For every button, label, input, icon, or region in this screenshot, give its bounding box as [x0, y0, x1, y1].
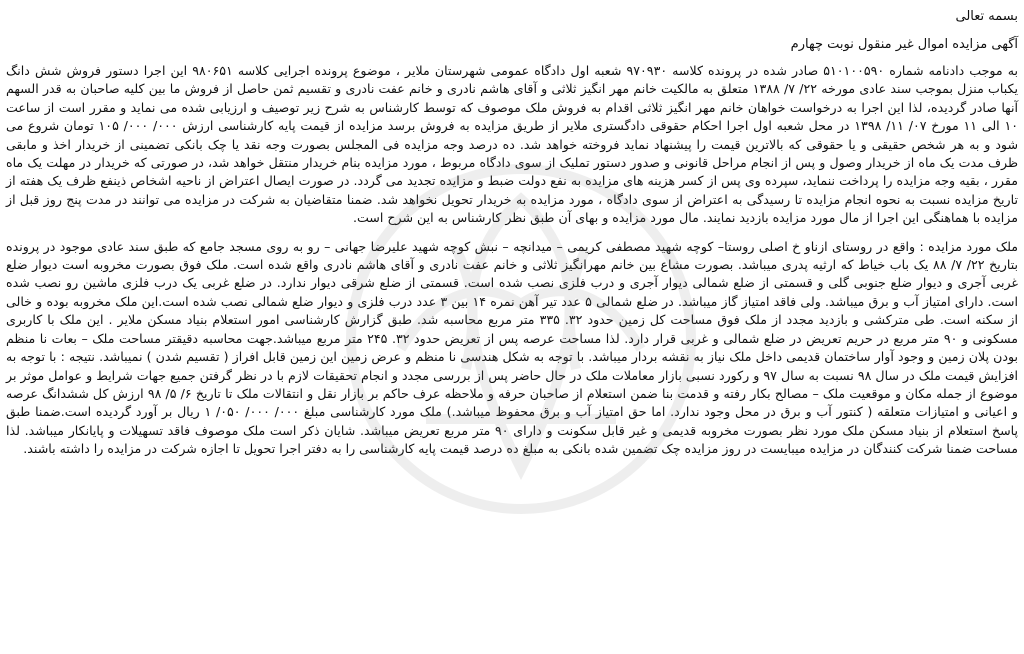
auction-terms-paragraph: به موجب دادنامه شماره ۵۱۰۱۰۰۵۹۰ صادر شده در پرونده کلاسه ۹۷۰۹۳۰ شعبه اول دادگاه عمومی شهرستان ملایر ، موضوع پرونده اجرایی کلاسه ۹۸۰۶۵۱ این اجرا دستور فروش شش دانگ یکباب منزل بموجب سند عادی مورخه ۲۲/ ۷/ ۱۳۸۸ متعلق به مالکیت خانم مهر انگیز ثلاثی و آقای هاشم نادری و خانم عفت نادری و تقسیم ثمن حاصل از فروش ما بین کلیه صاحبان به قدر السهم آنها صادر گردیده، لذا این اجرا به درخواست خواهان خانم مهر انگیز ثلاثی اقدام به فروش ملک موصوف که توسط کارشناس به شرح زیر توصیف و ارزیابی شده می نماید و مقرر است از ساعت ۱۰ الی ۱۱ مورخ ۰۷/ ۱۱/ ۱۳۹۸ در محل شعبه اول اجرا احکام حقوقی دادگستری ملایر از طریق مزایده به فروش برسد مزایده از قیمت پایه کارشناسی ارزش ۰۰۰/ ۰۰۰/ ۱۰۵ تومان شروع می شود و به هر شخص حقیقی و یا حقوقی که بالاترین قیمت را پیشنهاد نماید فروخته خواهد شد. ده درصد وجه مزایده فی المجلس بصورت وجه نقد یا چک بانکی تضمینی از خریدار اخذ و مابقی ظرف مدت یک ماه از خریدار وصول و پس از انجام مراحل قانونی و صدور دستور تملیک از سوی دادگاه مربوط ، مورد مزایده بنام خریدار منتقل خواهد شد، در صورتی که خریدار در مهلت یک ماه مقرر ، بقیه وجه مزایده را پرداخت ننماید، سپرده وی پس از کسر هزینه های مزایده به نفع دولت ضبط و مزایده تجدید می گردد. در صورت ایصال اعتراض از ناحیه اشخاص ذینفع ظرف یک هفته از تاریخ مزایده نسبت به نحوه انجام مزایده تا رسیدگی به اعتراض از سوی دادگاه ، مورد مزایده به خریدار تحویل نخواهد شد. ضمنا متقاضیان به شرکت در مزایده می توانند در مدت پنج روز قبل از مزایده با هماهنگی این اجرا از مال مورد مزایده بازدید نمایند. مال مورد مزایده و بهای آن طبق نظر کارشناس به این شرح است. — [6, 63, 1018, 226]
property-description-paragraph: ملک مورد مزایده : واقع در روستای ازناو خ اصلی روستا– کوچه شهید مصطفی کریمی – میدانچه – نبش کوچه شهید علیرضا جهانی – رو به روی مسجد جامع که طبق سند عادی موجود در پرونده بتاریخ ۲۲/ ۷/ ۸۸ یک باب خیاط که ارثیه پدری میباشد. بصورت مشاع بین خانم مهرانگیز ثلاثی و خانم عفت نادری و آقای هاشم نادری واقع شده است. ملک فوق بصورت مخروبه است دیوار ضلع غربی آجری و دیوار ضلع جنوبی گلی و قسمتی از ضلع شمالی دیوار آجری و درب فلزی نصب شده است. قسمتی از ضلع شرقی دیوار ندارد. در ضلع غربی یک درب فلزی ماشین رو نصب شده است. دارای امتیاز آب و برق میباشد. ولی فاقد امتیاز گاز میباشد. در ضلع شمالی ۵ عدد تیر آهن نمره ۱۴ بین ۳ عدد درب فلزی و دیوار ضلع شمالی نصب شده است.این ملک مخروبه بوده و خالی از سکنه است. طی مترکشی و بازدید مجدد از ملک فوق مساحت کل زمین حدود ۳۲. ۳۳۵ متر مربع محاسبه شد. طبق گزارش کارشناسی امور استعلام بنیاد مسکن ملایر . این ملک با کاربری مسکونی و ۹۰ متر مربع در حریم تعریض در ضلع شمالی و غربی قرار دارد. لذا مساحت عرصه پس از تعریض حدود ۳۲. ۲۴۵ متر مربع میباشد.جهت محاسبه دقیقتر مساحت ملک – بعات نا منظم بودن پلان زمین و وجود آوار ساختمان قدیمی داخل ملک نیاز به نقشه بردار میباشد. با توجه به شکل هندسی نا منظم و عرض زمین این زمین قابل افراز ( تقسیم شدن ) نمیباشد. نتیجه : با توجه به افزایش قیمت ملک در سال ۹۸ نسبت به سال ۹۷ و رکورد نسبی بازار معاملات ملک در حال حاضر پس از بررسی مجدد و انجام تحقیقات لازم با در نظر گرفتن جمیع جهات شرایط و عوامل موثر بر موضوع از جمله مکان و موقعیت ملک – مصالح بکار رفته و قدمت بنا ضمن استعلام از صاحبان حرفه و ملاحظه عرف حاکم بر بازار نقل و انتقالات ملک تا تاریخ ۶/ ۵/ ۹۸ ارزش کل ششدانگ عرصه و اعیانی و امتیازات متعلقه ( کنتور آب و برق در محل وجود ندارد. اما حق امتیاز آب و برق محفوظ میباشد.) ملک مورد کارشناسی مبلغ ۰۰۰/ ۰۰۰/ ۰۵۰/ ۱ ریال بر آورد گردیده است.ضمنا طبق پاسخ استعلام از بنیاد مسکن ملک مورد نظر بصورت مخروبه قدیمی و غیر قابل سکونت و دارای ۹۰ متر مربع تعریض میباشد. شایان ذکر است ملک موصوف فاقد تسهیلات و پایانکار میباشد. لذا مساحت ضمنا شرکت کنندگان در مزایده میبایست در روز مزایده چک تضمین شده بانکی به مبلغ ده درصد قیمت پایه کارشناسی را به دفتر اجرا تحویل تا اجازه شرکت در مزایده را داشته باشند. — [6, 238, 1019, 457]
notice-page — [6, 4, 1018, 650]
notice-title: آگهی مزایده اموال غیر منقول نوبت چهارم — [790, 37, 1018, 52]
invocation-heading: بسمه تعالی — [955, 9, 1018, 24]
